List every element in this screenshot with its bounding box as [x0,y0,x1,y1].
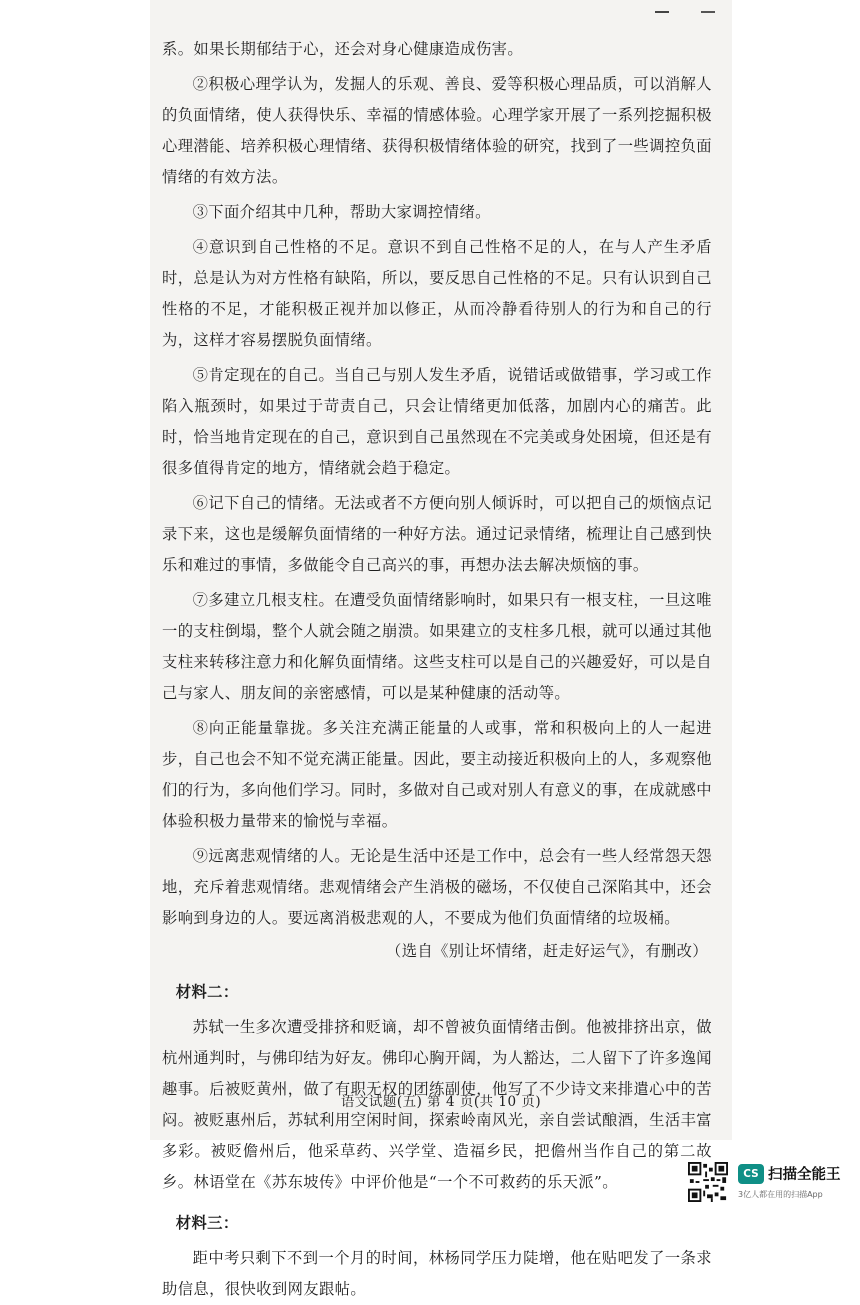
paragraph-5: ⑤肯定现在的自己。当自己与别人发生矛盾，说错话或做错事，学习或工作陷入瓶颈时，如果过于苛责自己，只会让情绪更加低落，加剧内心的痛苦。此时，恰当地肯定现在的自己，意识到自己虽然现在不完美或身处困境，但还是有很多值得肯定的地方，情绪就会趋于稳定。 [162,366,712,477]
material-2-heading: 材料二： [175,983,239,1001]
paragraph-continuation: 系。如果长期郁结于心，还会对身心健康造成伤害。 [162,40,524,58]
camscanner-logo-icon: CS [738,1164,764,1184]
material-2-text: 苏轼一生多次遭受排挤和贬谪，却不曾被负面情绪击倒。他被排挤出京，做杭州通判时，与佛印结为好友。佛印心胸开阔，为人豁达，二人留下了许多逸闻趣事。后被贬黄州，做了有职无权的团练副使，他写了不少诗文来排遣心中的苦闷。被贬惠州后，苏轼利用空闲时间，探索岭南风光，亲自尝试酿酒，生活丰富多彩。被贬儋州后，他采草药、兴学堂、造福乡民，把儋州当作自己的第二故乡。林语堂在《苏东坡传》中评价他是“一个不可救药的乐天派”。 [162,1018,712,1191]
material-3-heading: 材料三： [175,1214,239,1232]
paragraph-9: ⑨远离悲观情绪的人。无论是生活中还是工作中，总会有一些人经常怨天怨地，充斥着悲观情绪。悲观情绪会产生消极的磁场，不仅使自己深陷其中，还会影响到身边的人。要远离消极悲观的人，不要成为他们负面情绪的垃圾桶。 [162,847,712,927]
paragraph-8: ⑧向正能量靠拢。多关注充满正能量的人或事，常和积极向上的人一起进步，自己也会不知不觉充满正能量。因此，要主动接近积极向上的人，多观察他们的行为，多向他们学习。同时，多做对自己或对别人有意义的事，在成就感中体验积极力量带来的愉悦与幸福。 [162,719,712,830]
material-3-text: 距中考只剩下不到一个月的时间，林杨同学压力陡增，他在贴吧发了一条求助信息，很快收到网友跟帖。 [162,1249,712,1298]
watermark-brand: 扫描全能王 [768,1167,841,1183]
page-footer: 语文试题(五) 第 4 页(共 10 页) [340,1094,542,1110]
paragraph-2: ②积极心理学认为，发掘人的乐观、善良、爱等积极心理品质，可以消解人的负面情绪，使人获得快乐、幸福的情感体验。心理学家开展了一系列挖掘积极心理潜能、培养积极心理情绪、获得积极情绪体验的研究，找到了一些调控负面情绪的有效方法。 [162,75,712,186]
qr-code-icon [688,1162,728,1202]
watermark-slogan: 3亿人都在用的扫描App [738,1190,823,1199]
top-edge-marks [655,0,715,4]
source-citation: （选自《别让坏情绪，赶走好运气》，有删改） [386,942,708,960]
paragraph-4: ④意识到自己性格的不足。意识不到自己性格不足的人，在与人产生矛盾时，总是认为对方性格有缺陷，所以，要反思自己性格的不足。只有认识到自己性格的不足，才能积极正视并加以修正，从而冷静看待别人的行为和自己的行为，这样才容易摆脱负面情绪。 [162,238,712,349]
paragraph-6: ⑥记下自己的情绪。无法或者不方便向别人倾诉时，可以把自己的烦恼点记录下来，这也是缓解负面情绪的一种好方法。通过记录情绪，梳理让自己感到快乐和难过的事情，多做能令自己高兴的事，再想办法去解决烦恼的事。 [162,494,712,574]
scanner-watermark [688,1158,848,1206]
document-body [162,34,712,1305]
paragraph-7: ⑦多建立几根支柱。在遭受负面情绪影响时，如果只有一根支柱，一旦这唯一的支柱倒塌，整个人就会随之崩溃。如果建立的支柱多几根，就可以通过其他支柱来转移注意力和化解负面情绪。这些支柱可以是自己的兴趣爱好，可以是自己与家人、朋友间的亲密感情，可以是某种健康的活动等。 [162,591,712,702]
paragraph-3: ③下面介绍其中几种，帮助大家调控情绪。 [192,203,491,221]
